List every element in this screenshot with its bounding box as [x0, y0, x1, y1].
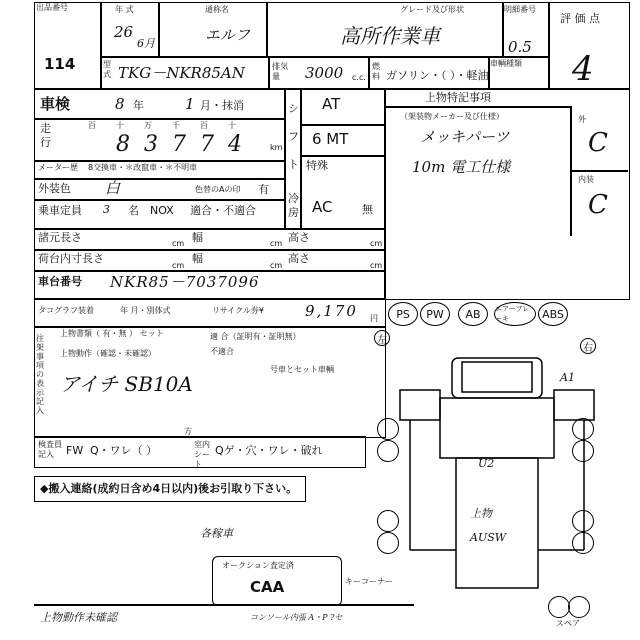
- option-badge-4: ABS: [538, 302, 568, 326]
- nox-label: NOX: [150, 204, 174, 217]
- seat-label: 室内シート: [194, 440, 210, 469]
- mileage-digit-0: 8: [116, 132, 130, 157]
- mileage-label: 走行: [40, 122, 51, 149]
- tacho-date: 年 月・別体式: [120, 306, 171, 315]
- color-label: 外装色: [38, 182, 71, 195]
- mileage-unit-2: 万: [144, 121, 152, 130]
- exterior-label: 外: [578, 115, 586, 124]
- inspection-year-unit: 年: [133, 99, 144, 112]
- model-label: 通称名: [205, 5, 229, 14]
- truck-windshield: [462, 362, 532, 392]
- grade-label: グレード及び形状: [400, 5, 464, 14]
- lot-box: [34, 2, 102, 90]
- mileage-unit-0: 百: [88, 121, 96, 130]
- wheel-rl-2: [377, 532, 399, 554]
- recycle-label: リサイクル券¥: [212, 306, 264, 315]
- width-label: 幅: [192, 231, 203, 244]
- chassis-no-value: NKR85－7037096: [110, 273, 260, 291]
- meter-options: 8交換車・＊改竄車・＊不明車: [88, 163, 198, 172]
- option-badge-3: エアーブレーキ: [494, 302, 536, 326]
- fw-value: Q・ワレ（ ）: [90, 444, 158, 457]
- inspection-month: 1: [185, 95, 195, 113]
- capacity-label: 乗車定員: [38, 204, 82, 217]
- upper-set-label: 号車とセット車輌: [270, 365, 334, 374]
- ext-value: 0.5: [508, 38, 532, 56]
- shift-mt: 6 MT: [312, 130, 349, 148]
- load-height-cm: cm: [370, 261, 383, 270]
- length-cm: cm: [172, 239, 185, 248]
- right-marker: 右: [580, 338, 596, 354]
- stamp-logo: CAA: [250, 578, 285, 596]
- fuel-options: ガソリン・（ ）・軽油: [386, 69, 489, 82]
- glass-side-label: 方: [184, 427, 192, 436]
- ac-label: 冷房: [288, 192, 299, 219]
- glass-label: 検査員記入: [38, 440, 62, 459]
- type-label: 型式: [103, 60, 111, 79]
- special-line1: メッキパーツ: [420, 128, 510, 146]
- inspection-month-unit: 月・抹消: [200, 99, 244, 112]
- color-change-value: 有: [258, 183, 269, 196]
- wheel-fr-2: [572, 440, 594, 462]
- year-label: 年 式: [115, 5, 134, 14]
- diagram-upper-note: 上物: [470, 507, 492, 520]
- special-sublabel: （架装物メーカー及び仕様）: [400, 112, 504, 121]
- left-block: [34, 88, 386, 300]
- capacity-unit: 名: [128, 204, 139, 217]
- month-value: 6月: [137, 37, 155, 50]
- spare-label: スペア: [556, 619, 580, 628]
- grade-value: 高所作業車: [340, 24, 440, 48]
- mileage-digit-3: 7: [200, 132, 214, 157]
- tacho-label: タコグラフ装着: [38, 306, 94, 315]
- fw-label: FW: [66, 444, 84, 457]
- meter-label: メーター歴: [38, 163, 78, 172]
- wheel-rr-1: [572, 510, 594, 532]
- score-value: 4: [572, 49, 594, 89]
- truck-cab: [440, 398, 554, 458]
- load-width-label: 幅: [192, 252, 203, 265]
- upper-doc-label: 上物書類（ 有・無 ） セット: [60, 329, 164, 338]
- upper-side-label: 往架事項の表示記入: [36, 334, 44, 415]
- ext-label: 明細番号: [504, 5, 536, 14]
- wheel-fr-1: [572, 418, 594, 440]
- upper-doc-opts2: 不適合: [210, 347, 234, 356]
- shift-label: シフト: [288, 102, 299, 171]
- special-label: 上物特記事項: [425, 91, 491, 104]
- capacity-value: 3: [103, 203, 110, 216]
- option-badge-2: AB: [458, 302, 488, 326]
- load-label: 荷台内寸長さ: [38, 252, 104, 265]
- fuel-label: 燃料: [372, 62, 380, 81]
- mileage-unit-5: 十: [228, 121, 236, 130]
- bottom-remark2: コンソール内張 A・P ?セ: [250, 613, 343, 622]
- wheel-fl-2: [377, 440, 399, 462]
- truck-diagram: [380, 350, 620, 600]
- right-door: [554, 390, 594, 420]
- shift-at: AT: [322, 95, 341, 113]
- mileage-digit-2: 7: [172, 132, 186, 157]
- score-label: 評 価 点: [560, 12, 600, 25]
- option-badge-1: PW: [420, 302, 450, 326]
- lot-label: 出品番号: [36, 3, 68, 12]
- recycle-value: 9,170: [305, 302, 358, 320]
- wheel-fl-1: [377, 418, 399, 440]
- upper-op-label: 上物動作（確認・未確認）: [60, 349, 156, 358]
- upper-doc-opts1: 適 合（証明有・証明無）: [210, 332, 301, 341]
- inspection-year: 8: [115, 95, 125, 113]
- mileage-unit-3: 千: [172, 121, 180, 130]
- mileage-unit-4: 百: [200, 121, 208, 130]
- wheel-rl-1: [377, 510, 399, 532]
- height-cm: cm: [370, 239, 383, 248]
- cc-unit: c.c.: [352, 73, 366, 82]
- load-height-label: 高さ: [288, 252, 310, 265]
- option-badge-0: PS: [388, 302, 418, 326]
- mileage-km: km: [270, 143, 283, 152]
- seat-value: Qゲ・穴・ワレ・破れ: [215, 444, 323, 457]
- mileage-digit-4: 4: [228, 132, 242, 157]
- inspection-label: 車検: [40, 95, 71, 113]
- damage-a1: A1: [560, 371, 575, 384]
- notice-text: ◆搬入連絡(成約日含め4日以内)後お引取り下さい。: [40, 482, 298, 495]
- year-value: 26: [114, 23, 134, 41]
- stamp-title: オークション査定済: [222, 561, 294, 570]
- left-marker: 左: [374, 330, 390, 346]
- type-value: TKG－NKR85AN: [118, 64, 245, 82]
- interior-grade: C: [588, 190, 608, 220]
- tokushu-label: 特殊: [306, 159, 328, 172]
- displacement-label: 排気量: [272, 62, 288, 81]
- height-label: 高さ: [288, 231, 310, 244]
- diagram-upper-note2: AUSW: [470, 531, 507, 544]
- chassis-type-label: 車輌種類: [490, 59, 522, 68]
- load-length-cm: cm: [172, 261, 185, 270]
- upper-handwritten: アイチ SB10A: [60, 372, 193, 396]
- special-line2: 10m 電工仕様: [412, 158, 511, 176]
- nox-value: 適合・不適合: [190, 204, 256, 217]
- lot-number: 114: [44, 55, 76, 73]
- bottom-note: 各稼車: [200, 527, 233, 540]
- truck-bed: [456, 458, 538, 588]
- left-door: [400, 390, 440, 420]
- load-width-cm: cm: [270, 261, 283, 270]
- key-label: キーコーナー: [345, 577, 393, 586]
- chassis-no-label: 車台番号: [38, 275, 82, 288]
- length-label: 諸元長さ: [38, 231, 82, 244]
- interior-label: 内装: [578, 175, 594, 184]
- mileage-unit-1: 十: [116, 121, 124, 130]
- color-value: 白: [105, 179, 121, 197]
- wheel-rr-2: [572, 532, 594, 554]
- width-cm: cm: [270, 239, 283, 248]
- ac-value: AC: [312, 198, 333, 216]
- model-name: エルフ: [205, 26, 251, 44]
- recycle-unit: 円: [370, 314, 378, 323]
- ac-none: 無: [362, 203, 373, 216]
- bottom-remark: 上物動作未確認: [40, 611, 117, 624]
- damage-u2: U2: [478, 457, 495, 470]
- color-change-label: 色替のAの印: [195, 185, 241, 194]
- displacement-value: 3000: [305, 64, 344, 82]
- mileage-digit-1: 3: [144, 132, 158, 157]
- exterior-grade: C: [588, 128, 608, 158]
